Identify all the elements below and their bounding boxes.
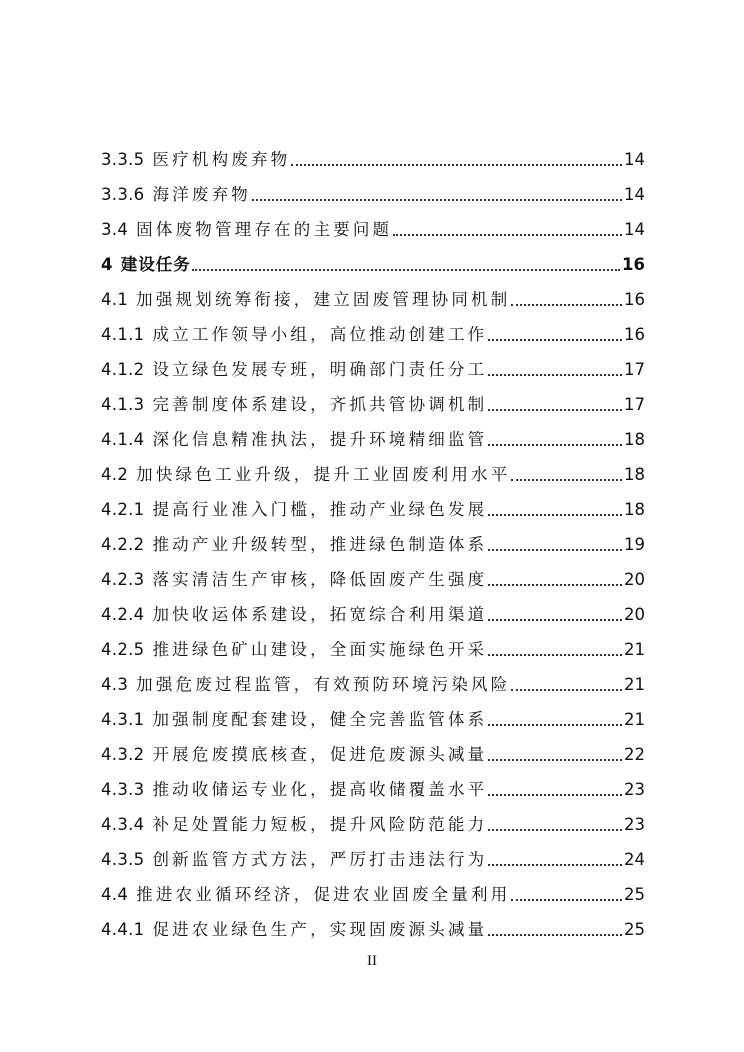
toc-entry-page: 22 — [624, 744, 645, 764]
toc-entry-title: 成立工作领导小组，高位推动创建工作 — [152, 324, 488, 344]
toc-entry[interactable] — [101, 807, 645, 842]
toc-dot-leader — [393, 231, 622, 236]
toc-entry[interactable] — [101, 912, 645, 947]
toc-entry-number: 4.3.3 — [101, 779, 145, 799]
toc-entry-number: 4.2.2 — [101, 534, 145, 554]
toc-entry-title: 加强制度配套建设，健全完善监管体系 — [152, 709, 488, 729]
toc-entry-number: 4.1.4 — [101, 429, 145, 449]
toc-entry-page: 21 — [624, 709, 645, 729]
toc-entry-page: 18 — [624, 499, 645, 519]
toc-entry-number: 4.1.2 — [101, 359, 145, 379]
toc-entry[interactable] — [101, 702, 645, 737]
toc-entry[interactable] — [101, 387, 645, 422]
toc-entry[interactable] — [101, 457, 645, 492]
toc-entry-page: 20 — [624, 604, 645, 624]
toc-entry[interactable] — [101, 247, 645, 282]
toc-entry-number: 4.4 — [101, 884, 129, 904]
toc-entry-page: 20 — [624, 569, 645, 589]
toc-entry-number: 4.1.1 — [101, 324, 145, 344]
toc-entry-number: 4.1.3 — [101, 394, 145, 414]
page-number: II — [367, 953, 377, 969]
toc-entry-page: 18 — [624, 429, 645, 449]
toc-entry[interactable] — [101, 492, 645, 527]
toc-entry-title: 加强危废过程监管，有效预防环境污染风险 — [136, 674, 511, 694]
toc-entry-title: 创新监管方式方法，严厉打击违法行为 — [152, 849, 488, 869]
toc-entry-page: 19 — [624, 534, 645, 554]
toc-entry-page: 18 — [624, 464, 645, 484]
toc-entry-number: 4.2 — [101, 464, 129, 484]
toc-entry-title: 推进绿色矿山建设，全面实施绿色开采 — [152, 639, 488, 659]
toc-entry-title: 补足处置能力短板，提升风险防范能力 — [152, 814, 488, 834]
toc-dot-leader — [511, 476, 622, 481]
toc-entry[interactable] — [101, 737, 645, 772]
toc-dot-leader — [488, 371, 622, 376]
toc-entry[interactable] — [101, 562, 645, 597]
toc-entry-number: 4.3.5 — [101, 849, 145, 869]
toc-entry[interactable] — [101, 212, 645, 247]
toc-entry-number: 4.2.3 — [101, 569, 145, 589]
toc-entry-number: 4.3 — [101, 674, 129, 694]
toc-entry[interactable] — [101, 352, 645, 387]
toc-entry-title: 开展危废摸底核查，促进危废源头减量 — [152, 744, 488, 764]
toc-entry-page: 23 — [624, 779, 645, 799]
toc-entry-number: 4.2.5 — [101, 639, 145, 659]
toc-entry[interactable] — [101, 842, 645, 877]
toc-dot-leader — [488, 336, 622, 341]
toc-dot-leader — [291, 161, 622, 166]
toc-entry-page: 16 — [624, 289, 645, 309]
toc-dot-leader — [192, 266, 620, 271]
toc-entry-page: 17 — [624, 394, 645, 414]
toc-entry-number: 4.2.1 — [101, 499, 145, 519]
toc-dot-leader — [488, 826, 622, 831]
toc-dot-leader — [488, 931, 622, 936]
toc-entry-title: 深化信息精准执法，提升环境精细监管 — [152, 429, 488, 449]
toc-entry[interactable] — [101, 527, 645, 562]
toc-dot-leader — [511, 896, 622, 901]
toc-entry-title: 提高行业准入门槛，推动产业绿色发展 — [152, 499, 488, 519]
toc-entry-page: 25 — [624, 919, 645, 939]
toc-entry-page: 14 — [624, 219, 645, 239]
table-of-contents — [101, 142, 645, 947]
toc-entry-number: 4.3.1 — [101, 709, 145, 729]
toc-entry-page: 14 — [624, 149, 645, 169]
toc-entry-page: 17 — [624, 359, 645, 379]
toc-entry-number: 4.4.1 — [101, 919, 145, 939]
toc-entry-number: 4.2.4 — [101, 604, 145, 624]
toc-entry-title: 落实清洁生产审核，降低固废产生强度 — [152, 569, 488, 589]
toc-entry-title: 建设任务 — [120, 254, 191, 274]
toc-entry-number: 3.3.5 — [101, 149, 145, 169]
toc-entry-title: 加强规划统筹衔接，建立固废管理协同机制 — [136, 289, 511, 309]
toc-dot-leader — [488, 791, 622, 796]
toc-entry[interactable] — [101, 282, 645, 317]
toc-entry[interactable] — [101, 877, 645, 912]
toc-dot-leader — [488, 511, 622, 516]
toc-dot-leader — [511, 301, 622, 306]
toc-entry[interactable] — [101, 772, 645, 807]
toc-dot-leader — [488, 441, 622, 446]
toc-entry-title: 加快收运体系建设，拓宽综合利用渠道 — [152, 604, 488, 624]
toc-entry[interactable] — [101, 142, 645, 177]
toc-dot-leader — [488, 581, 622, 586]
toc-entry-number: 4 — [101, 254, 113, 274]
toc-entry-title: 促进农业绿色生产，实现固废源头减量 — [152, 919, 488, 939]
toc-entry-page: 23 — [624, 814, 645, 834]
toc-entry[interactable] — [101, 597, 645, 632]
toc-entry-number: 3.3.6 — [101, 184, 145, 204]
toc-entry-title: 推进农业循环经济，促进农业固废全量利用 — [136, 884, 511, 904]
toc-dot-leader — [488, 406, 622, 411]
toc-entry-number: 4.1 — [101, 289, 129, 309]
toc-entry[interactable] — [101, 632, 645, 667]
toc-dot-leader — [488, 861, 622, 866]
toc-entry-title: 设立绿色发展专班，明确部门责任分工 — [152, 359, 488, 379]
toc-entry-title: 加快绿色工业升级，提升工业固废利用水平 — [136, 464, 511, 484]
toc-entry[interactable] — [101, 317, 645, 352]
toc-entry-page: 14 — [624, 184, 645, 204]
toc-dot-leader — [488, 721, 622, 726]
toc-entry[interactable] — [101, 422, 645, 457]
toc-entry-number: 3.4 — [101, 219, 129, 239]
toc-dot-leader — [488, 546, 622, 551]
toc-entry-title: 推动产业升级转型，推进绿色制造体系 — [152, 534, 488, 554]
toc-entry-page: 16 — [624, 324, 645, 344]
toc-entry-page: 24 — [624, 849, 645, 869]
toc-entry-title: 推动收储运专业化，提高收储覆盖水平 — [152, 779, 488, 799]
toc-entry-page: 16 — [622, 254, 645, 274]
toc-entry-page: 21 — [624, 639, 645, 659]
toc-entry-title: 完善制度体系建设，齐抓共管协调机制 — [152, 394, 488, 414]
toc-entry[interactable] — [101, 177, 645, 212]
toc-entry-page: 25 — [624, 884, 645, 904]
toc-entry[interactable] — [101, 667, 645, 702]
toc-entry-page: 21 — [624, 674, 645, 694]
toc-dot-leader — [511, 686, 622, 691]
toc-dot-leader — [252, 196, 622, 201]
toc-dot-leader — [488, 616, 622, 621]
toc-entry-number: 4.3.4 — [101, 814, 145, 834]
toc-entry-title: 医疗机构废弃物 — [152, 149, 291, 169]
toc-dot-leader — [488, 756, 622, 761]
toc-dot-leader — [488, 651, 622, 656]
toc-entry-title: 固体废物管理存在的主要问题 — [136, 219, 393, 239]
toc-entry-number: 4.3.2 — [101, 744, 145, 764]
toc-entry-title: 海洋废弃物 — [152, 184, 251, 204]
